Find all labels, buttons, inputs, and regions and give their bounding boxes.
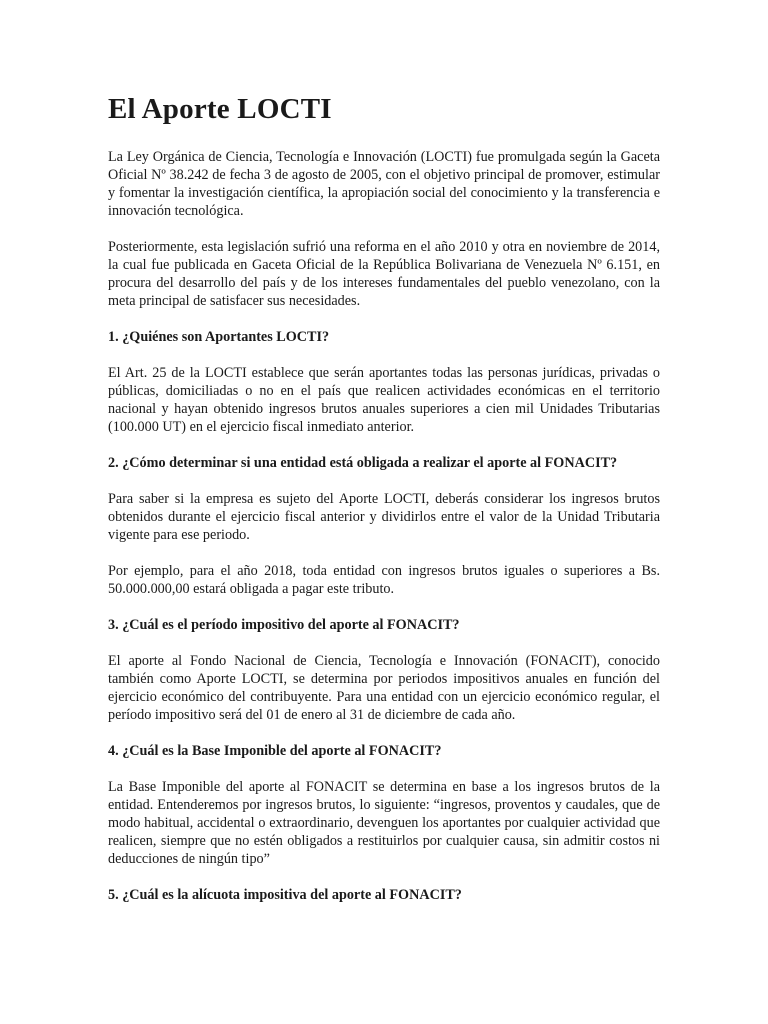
- section-1-heading: 1. ¿Quiénes son Aportantes LOCTI?: [108, 329, 330, 345]
- intro-paragraph-1: La Ley Orgánica de Ciencia, Tecnología e Innovación (LOCTI) fue promulgada según la Gaceta Oficial Nº 38.242 de fecha 3 de agosto de 2005, con el objetivo principal de promover, estimular y fomentar la investigación científica, la apropiación social del conocimiento y la transferencia e innovación tecnológica.: [108, 149, 660, 219]
- section-5-heading: 5. ¿Cuál es la alícuota impositiva del aporte al FONACIT?: [108, 887, 462, 903]
- section-2-paragraph-1: Para saber si la empresa es sujeto del Aporte LOCTI, deberás considerar los ingresos brutos obtenidos durante el ejercicio fiscal anterior y dividirlos entre el valor de la Unidad Tributaria vigente para ese periodo.: [108, 491, 660, 543]
- document-page: [108, 92, 660, 922]
- section-2-heading: 2. ¿Cómo determinar si una entidad está obligada a realizar el aporte al FONACIT?: [108, 455, 618, 471]
- section-4-heading: 4. ¿Cuál es la Base Imponible del aporte al FONACIT?: [108, 743, 442, 759]
- document-title: El Aporte LOCTI: [108, 93, 332, 125]
- intro-paragraph-2: Posteriormente, esta legislación sufrió una reforma en el año 2010 y otra en noviembre de 2014, la cual fue publicada en Gaceta Oficial de la República Bolivariana de Venezuela Nº 6.151, en procura del desarrollo del país y de los intereses fundamentales del pueblo venezolano, con la meta principal de satisfacer sus necesidades.: [108, 239, 660, 309]
- section-3-paragraph-1: El aporte al Fondo Nacional de Ciencia, Tecnología e Innovación (FONACIT), conocido también como Aporte LOCTI, se determina por periodos impositivos anuales en función del ejercicio económico del contribuyente. Para una entidad con un ejercicio económico regular, el período impositivo será del 01 de enero al 31 de diciembre de cada año.: [108, 653, 660, 723]
- section-3-heading: 3. ¿Cuál es el período impositivo del aporte al FONACIT?: [108, 617, 460, 633]
- section-2-paragraph-2: Por ejemplo, para el año 2018, toda entidad con ingresos brutos iguales o superiores a Bs. 50.000.000,00 estará obligada a pagar este tributo.: [108, 563, 660, 597]
- section-1-paragraph-1: El Art. 25 de la LOCTI establece que serán aportantes todas las personas jurídicas, privadas o públicas, domiciliadas o no en el país que realicen actividades económicas en el territorio nacional y hayan obtenido ingresos brutos anuales superiores a cien mil Unidades Tributarias (100.000 UT) en el ejercicio fiscal inmediato anterior.: [108, 365, 660, 435]
- section-4-paragraph-1: La Base Imponible del aporte al FONACIT se determina en base a los ingresos brutos de la entidad. Entenderemos por ingresos brutos, lo siguiente: “ingresos, proventos y caudales, que de modo habitual, accidental o extraordinario, devenguen los aportantes por cualquier actividad que realicen, siempre que no estén obligados a restituirlos por cualquier causa, sin admitir costos ni deducciones de ningún tipo”: [108, 779, 660, 867]
